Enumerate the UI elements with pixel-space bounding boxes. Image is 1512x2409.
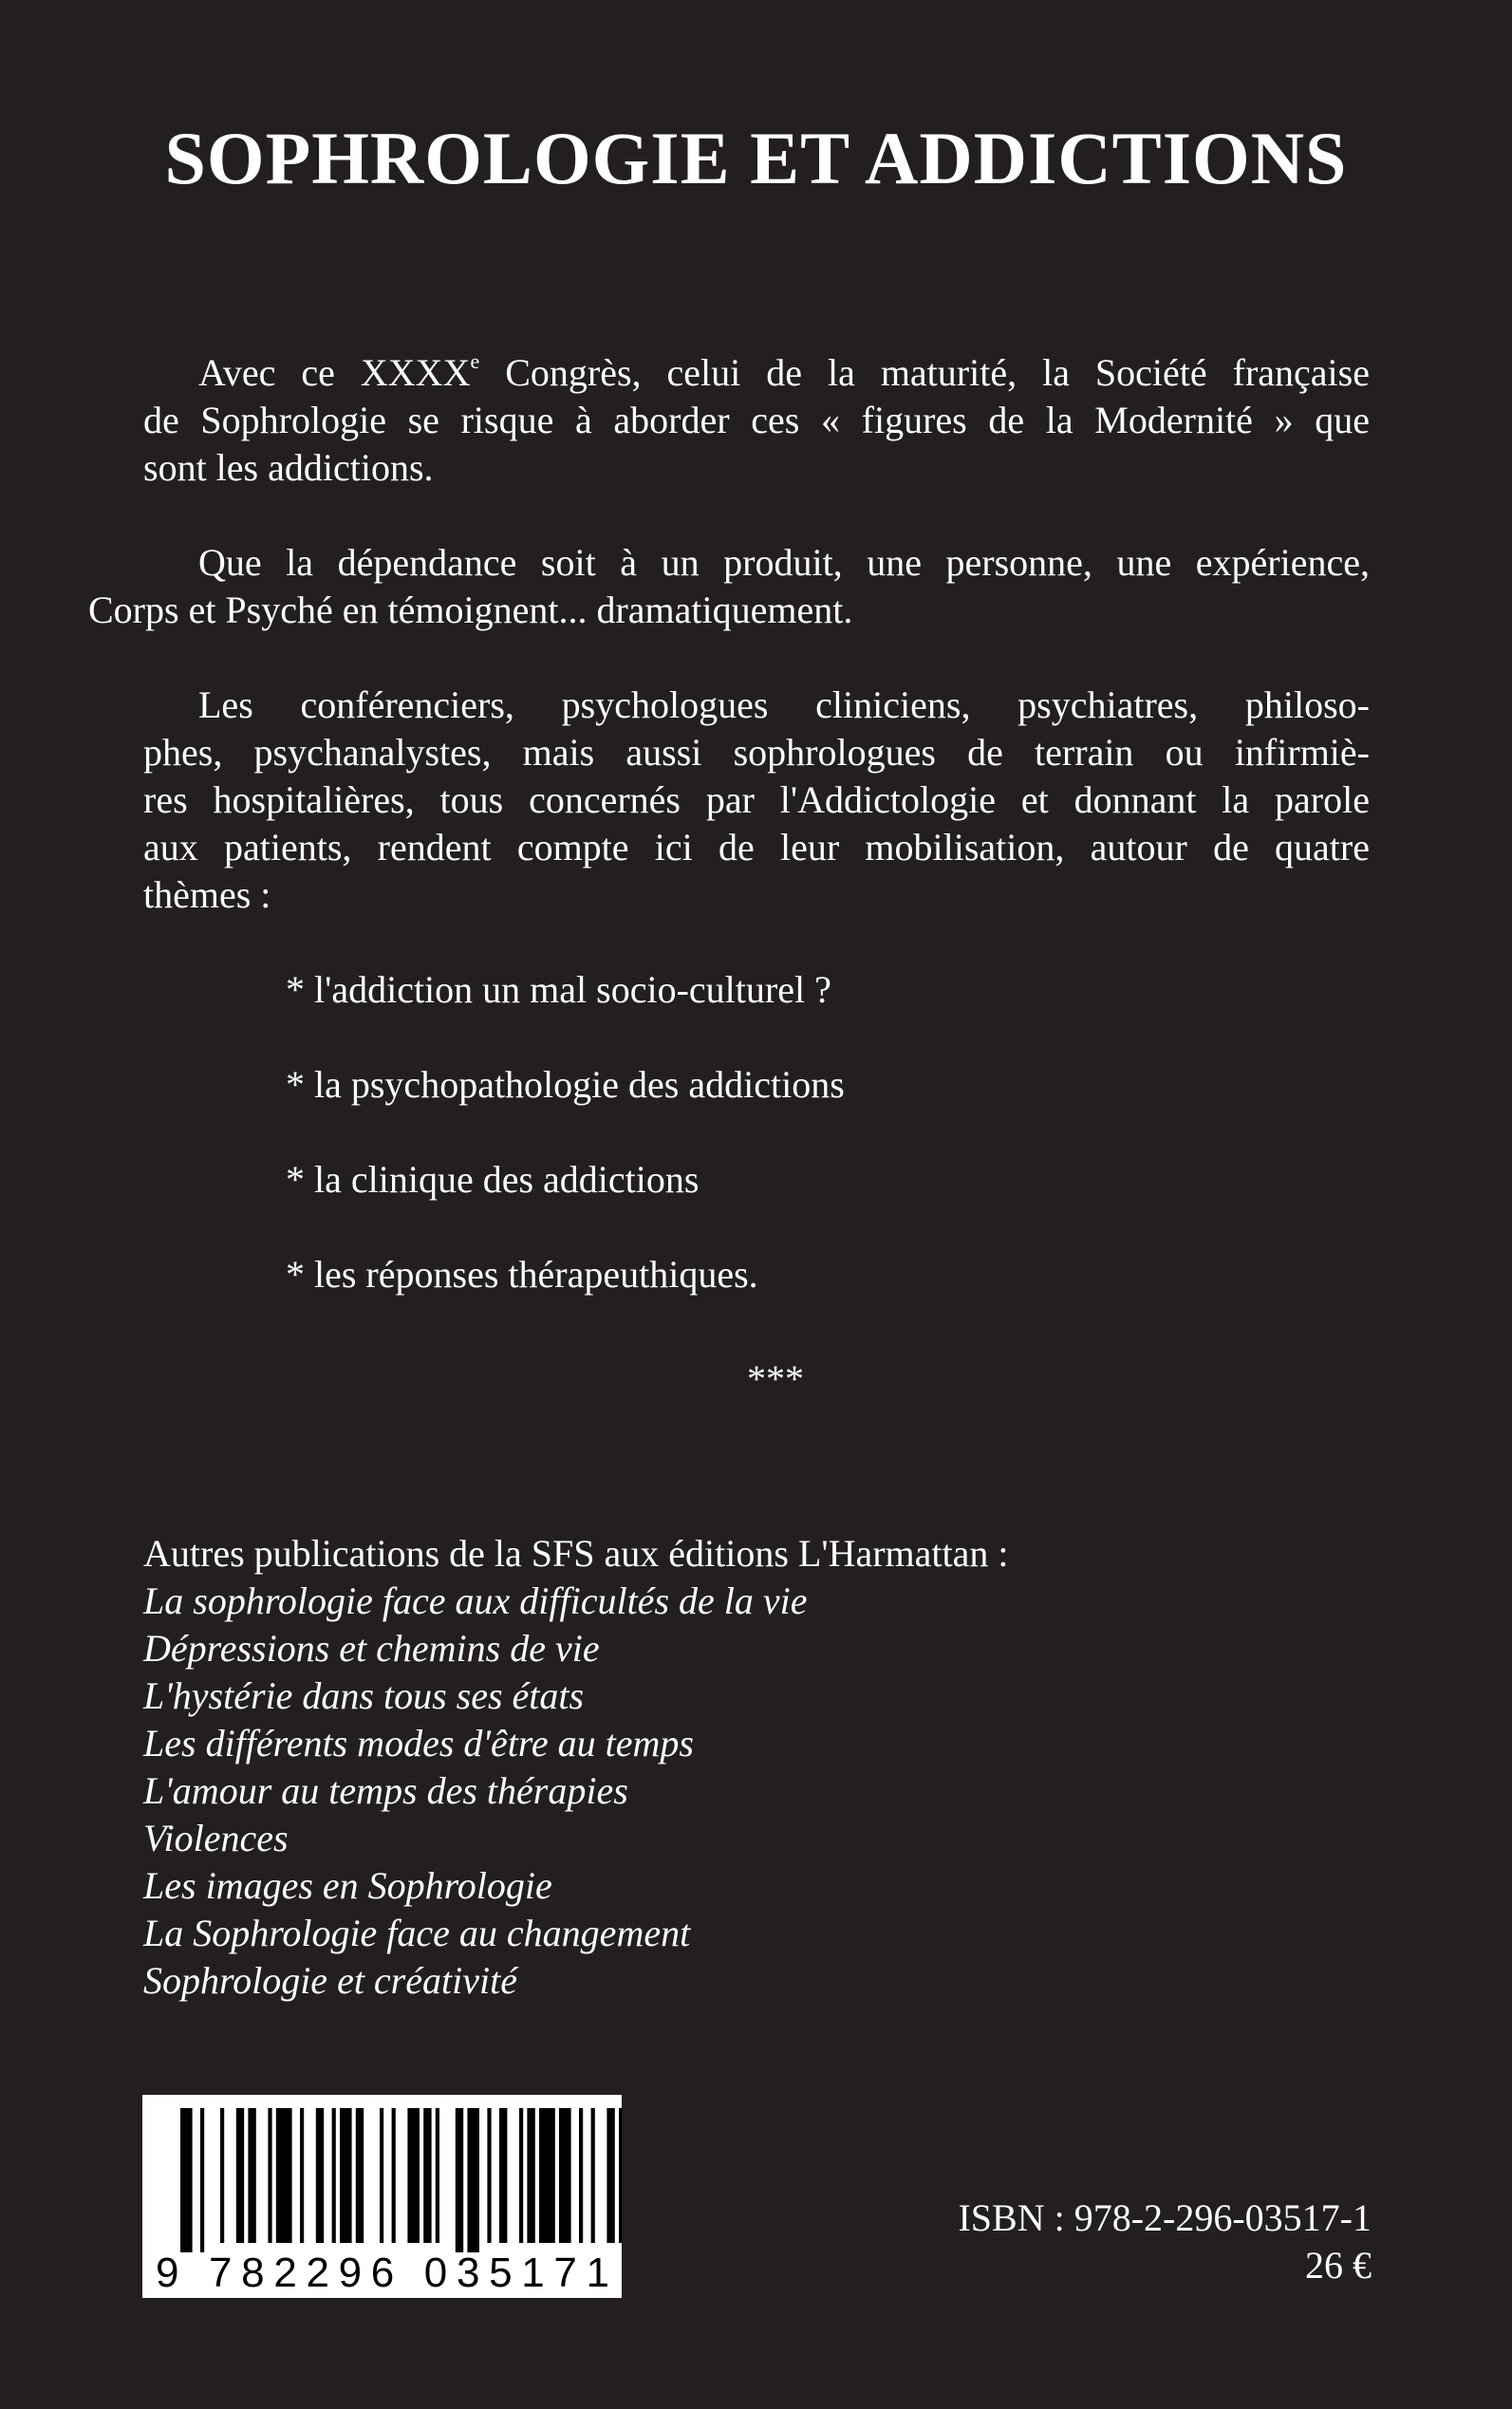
barcode-bar bbox=[220, 2108, 224, 2243]
barcode-bar bbox=[591, 2108, 595, 2243]
publications-heading: Autres publications de la SFS aux éditions L'Harmattan : bbox=[143, 1532, 1009, 1575]
publication-title: Les images en Sophrologie bbox=[143, 1864, 552, 1907]
barcode-bar bbox=[559, 2108, 571, 2243]
intro-p1-line3: sont les addictions. bbox=[143, 446, 434, 489]
price: 26 € bbox=[1305, 2244, 1372, 2287]
intro-p2-line2: Corps et Psyché en témoignent... dramatiquement. bbox=[88, 588, 853, 631]
barcode-bar bbox=[499, 2108, 507, 2243]
publication-title: La Sophrologie face au changement bbox=[143, 1912, 691, 1954]
barcode-bar bbox=[276, 2108, 292, 2243]
barcode-bar bbox=[487, 2108, 491, 2243]
intro-p3-line5: thèmes : bbox=[143, 873, 271, 916]
theme-item: * la clinique des addictions bbox=[286, 1158, 700, 1201]
barcode-bar bbox=[316, 2108, 324, 2243]
book-title: SOPHROLOGIE ET ADDICTIONS bbox=[164, 117, 1348, 199]
intro-p3-line3: res hospitalières, tous concernés par l'Addictologie et donnant la parole bbox=[143, 778, 1370, 821]
barcode-bar bbox=[423, 2108, 431, 2243]
intro-p1-pre: Avec ce XXXX bbox=[198, 351, 471, 394]
publication-title: Violences bbox=[143, 1817, 289, 1859]
barcode-bar bbox=[380, 2108, 383, 2243]
barcode-bar bbox=[407, 2108, 420, 2243]
barcode-bar bbox=[200, 2108, 204, 2252]
intro-p3-line4: aux patients, rendent compte ici de leur mobilisation, autour de quatre bbox=[143, 826, 1370, 868]
publication-title: Dépressions et chemins de vie bbox=[143, 1627, 600, 1670]
publication-title: L'hystérie dans tous ses états bbox=[143, 1674, 585, 1717]
intro-paragraph-1 bbox=[143, 349, 1370, 492]
barcode-bar bbox=[356, 2108, 364, 2243]
publication-title: La sophrologie face aux difficultés de la vie bbox=[143, 1579, 808, 1622]
intro-p1-line2: de Sophrologie se risque à aborder ces « figures de la Modernité » que bbox=[143, 399, 1370, 441]
barcode-bar bbox=[340, 2108, 352, 2243]
publication-title: Les différents modes d'être au temps bbox=[143, 1722, 694, 1765]
theme-item: * l'addiction un mal socio-culturel ? bbox=[286, 968, 831, 1011]
barcode-bar bbox=[236, 2108, 244, 2243]
isbn-price-block bbox=[958, 2194, 1372, 2289]
intro-p1-line1: Congrès, celui de la maturité, la Société française bbox=[479, 351, 1370, 394]
separator-stars: *** bbox=[747, 1357, 804, 1400]
barcode-bar bbox=[392, 2108, 396, 2243]
barcode-bar bbox=[456, 2108, 463, 2252]
barcode-bar bbox=[268, 2108, 271, 2243]
barcode-bar bbox=[619, 2108, 622, 2243]
barcode-bar bbox=[519, 2108, 523, 2243]
barcode-bar bbox=[248, 2108, 255, 2243]
intro-p1-superscript: e bbox=[470, 349, 480, 373]
barcode-bar bbox=[436, 2108, 439, 2243]
publication-title: L'amour au temps des thérapies bbox=[143, 1769, 628, 1812]
barcode-bar bbox=[300, 2108, 304, 2243]
intro-paragraph-3 bbox=[143, 682, 1370, 919]
isbn-number: ISBN : 978-2-296-03517-1 bbox=[958, 2196, 1372, 2239]
theme-item: * la psychopathologie des addictions bbox=[286, 1063, 845, 1106]
barcode-bar bbox=[539, 2108, 555, 2243]
back-cover-text bbox=[88, 349, 1370, 1403]
barcode-bar bbox=[607, 2108, 614, 2243]
barcode-bar bbox=[579, 2108, 583, 2243]
intro-p2-line1: Que la dépendance soit à un produit, une personne, une expérience, bbox=[198, 541, 1370, 584]
publication-title: Sophrologie et créativité bbox=[143, 1959, 517, 2002]
barcode-bar bbox=[332, 2108, 336, 2243]
barcode-bar bbox=[180, 2108, 193, 2252]
barcode-digits: 9 782296 035171 bbox=[156, 2250, 609, 2296]
intro-p3-line1: Les conférenciers, psychologues cliniciens, psychiatres, philoso- bbox=[198, 683, 1370, 726]
theme-item: * les réponses thérapeuthiques. bbox=[286, 1253, 758, 1296]
barcode-graphic bbox=[142, 2095, 622, 2298]
other-publications bbox=[143, 1530, 1009, 2005]
intro-p3-line2: phes, psychanalystes, mais aussi sophrologues de terrain ou infirmiè- bbox=[143, 731, 1370, 774]
intro-paragraph-2 bbox=[88, 539, 1370, 634]
isbn-barcode bbox=[142, 2095, 622, 2298]
barcode-bar bbox=[527, 2108, 534, 2243]
barcode-bar bbox=[467, 2108, 479, 2252]
themes-list bbox=[143, 966, 1370, 1298]
